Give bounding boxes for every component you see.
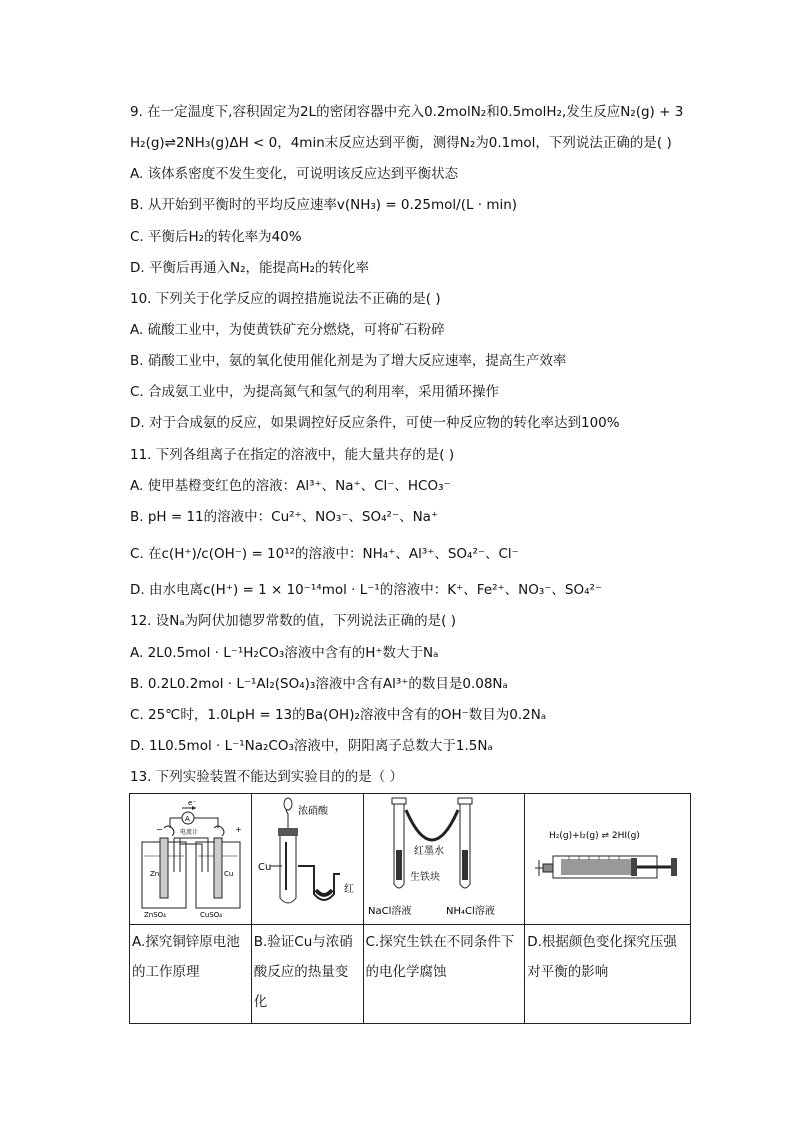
q11-stem: 11. 下列各组离子在指定的溶液中，能大量共存的是( ) [130, 447, 455, 463]
q13-stem: 13. 下列实验装置不能达到实验目的的是（ ） [130, 769, 404, 785]
q12-option-a: A. 2L0.5mol · L⁻¹H₂CO₃溶液中含有的H⁺数大于Nₐ [130, 645, 439, 661]
svg-text:+: + [235, 825, 242, 834]
svg-text:红墨水: 红墨水 [413, 846, 444, 857]
q9-option-d: D. 平衡后再通入N₂，能提高H₂的转化率 [130, 260, 370, 276]
iron-block-left [396, 850, 402, 880]
svg-text:Zn: Zn [150, 870, 160, 878]
svg-text:生铁块: 生铁块 [409, 872, 440, 883]
svg-text:A: A [185, 815, 190, 823]
salt-bridge [174, 838, 208, 872]
q9-stem-line1: 9. 在一定温度下,容积固定为2L的密闭容器中充入0.2molN₂和0.5molH₂,发生反应N₂(g) + 3 [130, 104, 684, 120]
syringe-apparatus [525, 794, 689, 920]
experiment-b-label: B.验证Cu与浓硝酸反应的热量变化 [251, 925, 363, 1024]
corrosion-apparatus [364, 794, 524, 920]
q12-stem: 12. 设Nₐ为阿伏加德罗常数的值，下列说法正确的是( ) [130, 613, 456, 629]
experiment-image-row [130, 794, 691, 925]
gas-mixture [561, 859, 631, 875]
experiment-a-label: A.探究铜锌原电池的工作原理 [130, 925, 252, 1024]
svg-text:NaCl溶液: NaCl溶液 [367, 906, 411, 917]
experiment-d-figure [525, 794, 691, 925]
q10-option-a: A. 硫酸工业中，为使黄铁矿充分燃烧，可将矿石粉碎 [130, 322, 445, 338]
q9-option-a: A. 该体系密度不发生变化，可说明该反应达到平衡状态 [130, 166, 459, 182]
q12-option-b: B. 0.2L0.2mol · L⁻¹Al₂(SO₄)₃溶液中含有Al³⁺的数目是0.08Nₐ [130, 676, 508, 692]
clamp [535, 860, 543, 876]
zn-electrode [160, 838, 168, 898]
experiment-c-label: C.探究生铁在不同条件下的电化学腐蚀 [363, 925, 525, 1024]
q12-option-d: D. 1L0.5mol · L⁻¹Na₂CO₃溶液中，阴阳离子总数大于1.5Nₐ [130, 738, 493, 754]
experiment-c-figure [363, 794, 525, 925]
q9-option-b: B. 从开始到平衡时的平均反应速率v(NH₃) = 0.25mol/(L · min) [130, 197, 518, 213]
svg-text:−: − [156, 825, 163, 834]
cu-electrode [214, 838, 222, 898]
q11-option-d: D. 由水电离c(H⁺) = 1 × 10⁻¹⁴mol · L⁻¹的溶液中：K⁺、Fe²⁺、NO₃⁻、SO₄²⁻ [130, 582, 603, 598]
electron-label: e⁻ [188, 799, 197, 807]
experiment-a-figure [130, 794, 252, 925]
svg-text:H₂(g)+I₂(g) ⇌ 2HI(g): H₂(g)+I₂(g) ⇌ 2HI(g) [549, 831, 641, 841]
q11-option-b: B. pH = 11的溶液中：Cu²⁺、NO₃⁻、SO₄²⁻、Na⁺ [130, 509, 439, 525]
svg-text:CuSO₄: CuSO₄ [200, 911, 223, 919]
test-tube [280, 834, 296, 903]
galvanic-cell-diagram [130, 794, 250, 920]
experiment-text-row [130, 925, 691, 1024]
svg-text:电流计: 电流计 [180, 829, 199, 836]
q10-option-d: D. 对于合成氨的反应，如果调控好反应条件，可使一种反应物的转化率达到100% [130, 415, 620, 431]
iron-block-right [462, 850, 468, 880]
experiment-table [129, 793, 691, 1024]
q11-option-a: A. 使甲基橙变红色的溶液：Al³⁺、Na⁺、Cl⁻、HCO₃⁻ [130, 478, 451, 494]
svg-text:Cu: Cu [224, 870, 234, 878]
q10-option-b: B. 硝酸工业中，氨的氧化使用催化剂是为了增大反应速率，提高生产效率 [130, 353, 567, 369]
experiment-b-figure [251, 794, 363, 925]
svg-text:NH₄Cl溶液: NH₄Cl溶液 [445, 906, 495, 917]
stopper [278, 828, 298, 836]
q11-option-c: C. 在c(H⁺)/c(OH⁻) = 10¹²的溶液中：NH₄⁺、Al³⁺、SO₄²⁻、Cl⁻ [130, 546, 519, 562]
svg-text:Cu: Cu [257, 862, 272, 873]
q10-stem: 10. 下列关于化学反应的调控措施说法不正确的是( ) [130, 291, 441, 307]
q9-stem-line2: H₂(g)⇌2NH₃(g)ΔH < 0，4min末反应达到平衡，测得N₂为0.1mol，下列说法正确的是( ) [130, 135, 672, 151]
u-tube-red-ink [406, 810, 458, 840]
nitric-acid-apparatus [252, 794, 362, 920]
q10-option-c: C. 合成氨工业中，为提高氮气和氢气的利用率，采用循环操作 [130, 384, 500, 400]
q9-option-c: C. 平衡后H₂的转化率为40% [130, 229, 302, 245]
q12-option-c: C. 25℃时，1.0LpH = 13的Ba(OH)₂溶液中含有的OH⁻数目为0.2Nₐ [130, 707, 547, 723]
experiment-d-label: D.根据颜色变化探究压强对平衡的影响 [525, 925, 691, 1024]
svg-text:浓硝酸: 浓硝酸 [297, 806, 328, 817]
svg-text:ZnSO₄: ZnSO₄ [144, 911, 166, 919]
svg-text:红: 红 [343, 884, 354, 895]
